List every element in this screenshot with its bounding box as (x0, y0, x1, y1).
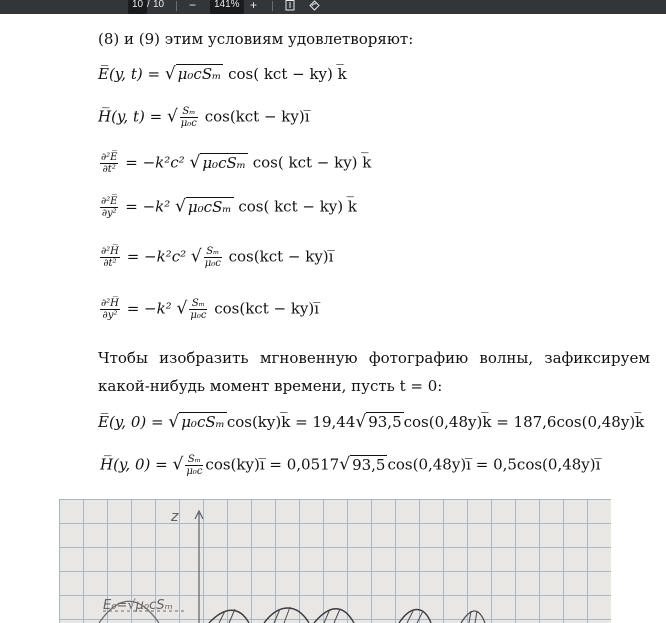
intro-text: (8) и (9) этим условиям удовлетворяют: (98, 30, 414, 48)
zoom-out-button[interactable]: − (189, 0, 197, 12)
eq2-fraction (180, 106, 198, 129)
equation-e-t0 (98, 412, 644, 432)
eq4-den: ∂y² (101, 208, 117, 219)
wave-lobe (399, 610, 431, 623)
equation-e-field (98, 64, 347, 84)
eq6-sqrt-fraction (189, 298, 207, 321)
sqrt-icon: √ (355, 412, 367, 432)
eq5-rhs: cos(kct − ky)ı̅ (228, 247, 334, 266)
sqrt-icon: √ (176, 298, 188, 319)
eq7-mid: cos(ky)k̅ = 19,44 (226, 413, 356, 431)
eq3-num: ∂²E̅ (101, 152, 118, 163)
eq6-frac-den: μ₀c (190, 310, 207, 321)
eq6-frac-num: Sₘ (189, 298, 207, 310)
eq5-num: ∂²H̅ (101, 246, 119, 257)
page-separator: / (147, 0, 150, 10)
wave-lobe (209, 610, 249, 623)
hatch-mark (229, 609, 235, 623)
sqrt-icon: √ (168, 412, 180, 432)
eq6-num: ∂²H̅ (101, 298, 119, 309)
eq8-radicand-2: 93,5 (352, 455, 386, 474)
eq2-lhs: H̅(y, t) = (98, 107, 163, 126)
eq2-frac-den: μ₀c (180, 118, 197, 129)
handwritten-wave-sketch (59, 499, 611, 623)
eq5-fraction (100, 246, 120, 269)
page-total: 10 (153, 0, 165, 10)
eq7-lhs: E̅(y, 0) = (98, 413, 164, 431)
eq4-radicand: μ₀cSₘ (187, 197, 232, 216)
eq4-num: ∂²E̅ (101, 196, 118, 207)
rotate-icon[interactable] (309, 0, 320, 14)
eq5-den: ∂t² (103, 258, 117, 269)
equation-d2h-dt2 (98, 246, 333, 269)
eq8-rhs: cos(0,48y)ı̅ = 0,5cos(0,48y)ı̅ (387, 455, 601, 474)
eq5-frac-num: Sₘ (204, 246, 222, 258)
pdf-toolbar (0, 0, 666, 14)
eq6-fraction (100, 298, 120, 321)
fit-page-icon[interactable] (285, 0, 295, 14)
zoom-in-button[interactable]: + (250, 0, 258, 12)
hatch-mark (284, 607, 290, 623)
sqrt-icon: √ (339, 454, 351, 475)
eq8-sqrt-fraction (185, 454, 203, 477)
eq4-fraction (100, 196, 118, 219)
equation-h-t0 (100, 454, 600, 477)
hatch-mark (334, 609, 340, 623)
wave-lobe (314, 609, 354, 623)
eq5-sqrt-fraction (204, 246, 222, 269)
sqrt-icon: √ (164, 64, 176, 84)
equation-d2e-dt2 (98, 152, 371, 175)
wave-lobe (461, 611, 485, 623)
graph-paper-photo (59, 499, 611, 623)
hatch-mark (417, 611, 423, 623)
amplitude-label: E₀=√μ₀cSₘ (103, 598, 173, 613)
zoom-level-input[interactable]: 141% (210, 0, 244, 14)
pdf-page (0, 14, 666, 623)
eq1-lhs: E̅(y, t) = (98, 65, 161, 83)
sqrt-icon: √ (175, 196, 186, 217)
equation-d2h-dy2 (98, 298, 319, 321)
eq6-den: ∂y² (102, 310, 118, 321)
sqrt-icon: √ (166, 106, 178, 127)
eq3-mid: = −k²c² (125, 153, 185, 172)
sqrt-icon: √ (172, 454, 184, 475)
eq3-fraction (100, 152, 118, 175)
sqrt-icon: √ (189, 152, 201, 173)
page-number-input[interactable]: 10 (128, 0, 147, 14)
eq4-mid: = −k² (125, 197, 171, 216)
eq2-frac-num: Sₘ (180, 106, 198, 118)
eq5-frac-den: μ₀c (204, 258, 221, 269)
eq3-den: ∂t² (102, 164, 116, 175)
eq8-lhs: H̅(y, 0) = (100, 455, 168, 474)
toolbar-divider (272, 1, 273, 11)
eq5-mid: = −k²c² (126, 247, 187, 266)
eq8-frac-den: μ₀c (186, 466, 203, 477)
eq8-mid: cos(ky)ı̅ = 0,0517 (205, 455, 340, 474)
toolbar-divider (176, 1, 177, 11)
sqrt-icon: √ (190, 246, 202, 267)
eq4-rhs: cos( kct − ky) k̅ (238, 197, 357, 216)
eq3-radicand: μ₀cSₘ (202, 153, 246, 172)
eq8-frac-num: Sₘ (185, 454, 203, 466)
z-axis-label: z (171, 509, 179, 525)
eq6-mid: = −k² (126, 299, 172, 318)
eq2-rhs: cos(kct − ky)ı̅ (204, 107, 310, 126)
eq7-rhs: cos(0,48y)k̅ = 187,6cos(0,48y)k̅ (403, 413, 645, 431)
eq3-rhs: cos( kct − ky) k̅ (252, 153, 372, 172)
eq1-radicand: μ₀cSₘ (177, 65, 222, 83)
eq7-radicand-1: μ₀cSₘ (181, 413, 225, 431)
paragraph-snapshot: Чтобы изобразить мгновенную фотографию волны, зафиксируем какой-нибудь момент времени, пусть t = 0: (98, 349, 650, 395)
eq7-radicand-2: 93,5 (368, 413, 402, 431)
equation-h-field (98, 106, 310, 129)
eq1-rhs: cos( kct − ky) k̅ (228, 65, 347, 83)
eq6-rhs: cos(kct − ky)ı̅ (214, 299, 320, 318)
equation-d2e-dy2 (98, 196, 357, 219)
hatch-mark (475, 611, 477, 623)
